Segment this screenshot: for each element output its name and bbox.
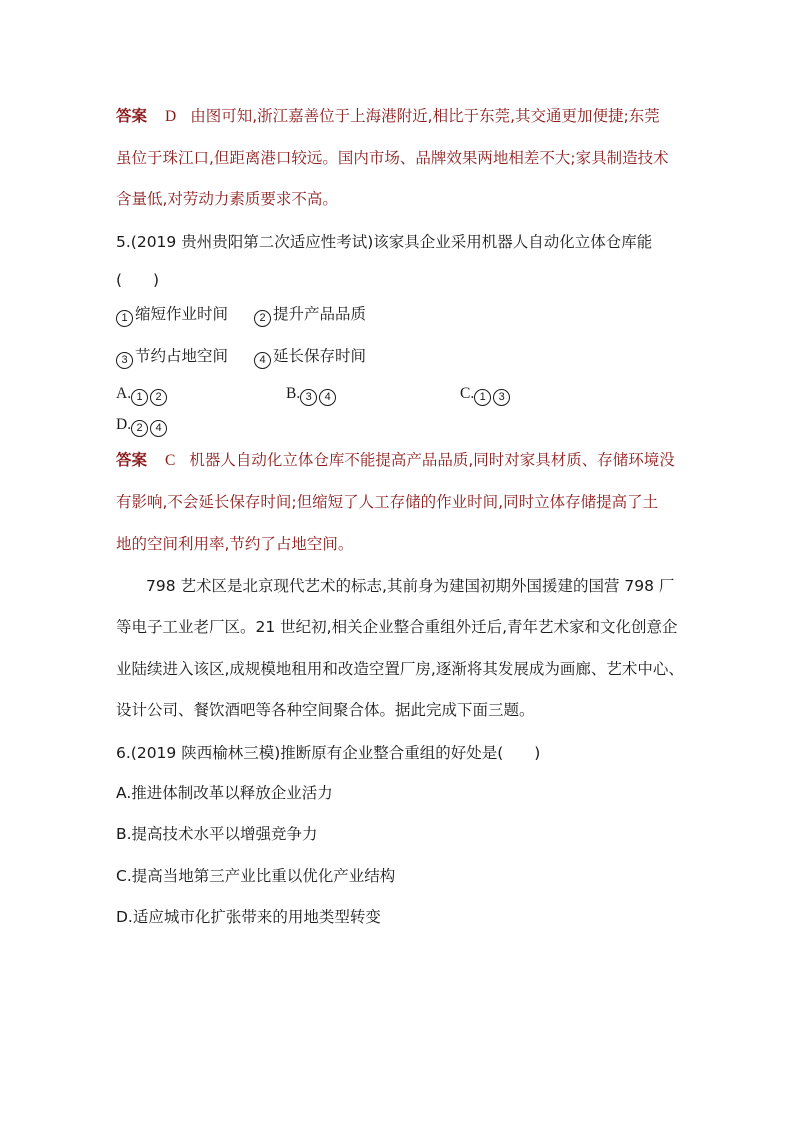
answer-5-line-1 [116,450,675,471]
q5-item-4: 4 延长保存时间 [254,346,366,369]
q6-option-a: A.推进体制改革以释放企业活力 [116,784,333,802]
answer-text: 由图可知,浙江嘉善位于上海港附近,相比于东莞,其交通更加便捷;东莞 [190,107,660,125]
answer-5-line-3: 地的空间利用率,节约了占地空间。 [116,535,354,553]
q5-item-2: 2 提升产品品质 [254,304,366,327]
passage-line-3: 业陆续进入该区,成规模地租用和改造空置厂房,逐渐将其发展成为画廊、艺术中心、 [116,660,684,678]
circled-number: 3 [116,352,133,369]
q5-option-a: A. 1 2 [116,383,169,406]
q5-option-b: B. 3 4 [286,383,338,406]
question-6-stem: 6.(2019 陕西榆林三模)推断原有企业整合重组的好处是( ) [116,744,541,762]
answer-tag: 答案 [116,107,148,125]
passage-line-2: 等电子工业老厂区。21 世纪初,相关企业整合重组外迁后,青年艺术家和文化创意企 [116,618,678,636]
q5-option-c: C. 1 3 [460,383,512,406]
q5-option-d: D. 2 4 [116,414,169,437]
answer-text: 机器人自动化立体仓库不能提高产品品质,同时对家具材质、存储环境没 [189,451,675,469]
circled-number: 1 [116,310,133,327]
answer-4-line-2: 虽位于珠江口,但距离港口较远。国内市场、品牌效果两地相差不大;家具制造技术 [116,149,669,167]
q6-option-b: B.提高技术水平以增强竞争力 [116,825,318,843]
answer-4-line-1 [116,106,660,127]
question-5-blank: ( ) [116,271,160,289]
question-5-stem: 5.(2019 贵州贵阳第二次适应性考试)该家具企业采用机器人自动化立体仓库能 [116,233,653,251]
q5-item-3: 3 节约占地空间 [116,346,228,369]
passage-line-1: 798 艺术区是北京现代艺术的标志,其前身为建国初期外国援建的国营 798 厂 [146,577,675,595]
q6-option-c: C.提高当地第三产业比重以优化产业结构 [116,867,396,885]
circled-number: 4 [254,352,271,369]
q5-item-1: 1 缩短作业时间 [116,304,228,327]
answer-letter: D [165,108,177,125]
circled-number: 2 [254,310,271,327]
answer-letter: C [165,452,176,469]
q6-option-d: D.适应城市化扩张带来的用地类型转变 [116,908,381,926]
passage-line-4: 设计公司、餐饮酒吧等各种空间聚合体。据此完成下面三题。 [116,701,535,719]
answer-4-line-3: 含量低,对劳动力素质要求不高。 [116,190,338,208]
answer-tag: 答案 [116,451,148,469]
answer-5-line-2: 有影响,不会延长保存时间;但缩短了人工存储的作业时间,同时立体存储提高了土 [116,493,659,511]
